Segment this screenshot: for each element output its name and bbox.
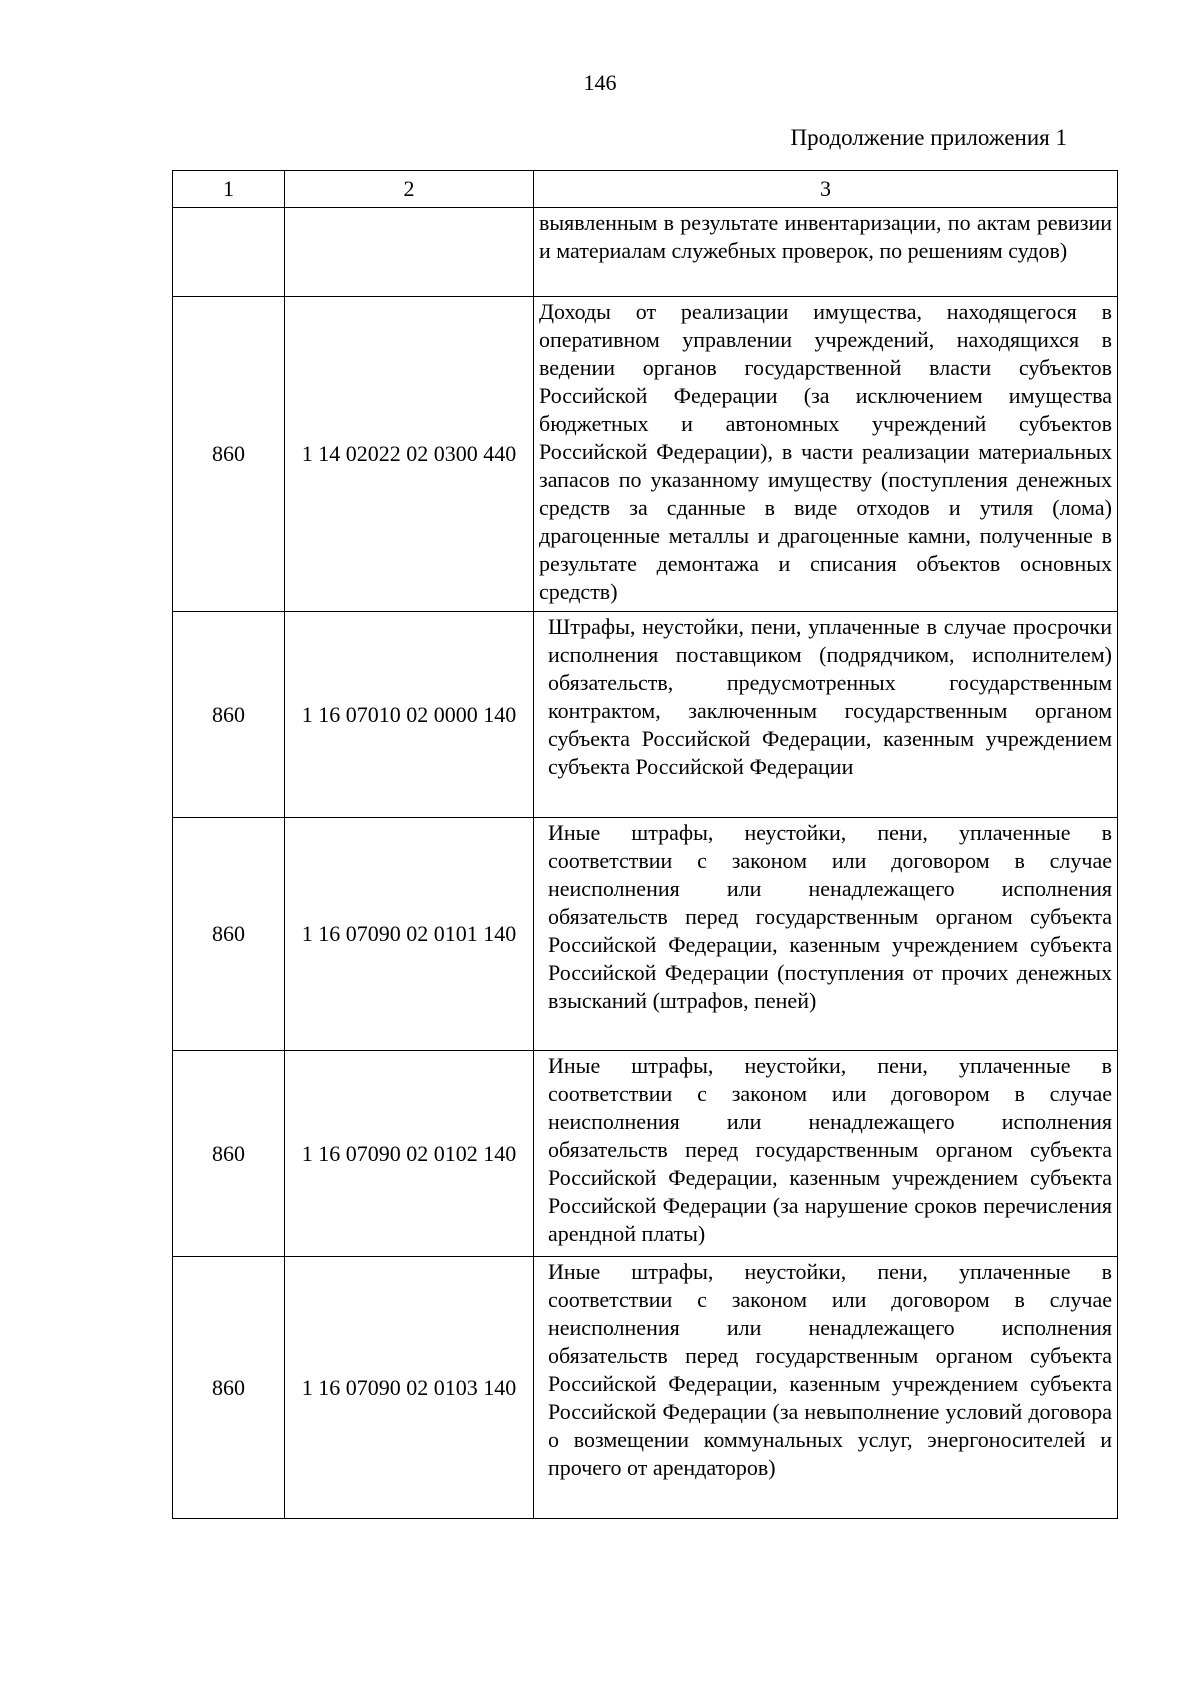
page-number: 146 <box>583 70 617 95</box>
income-code-cell: 1 16 07090 02 0101 140 <box>285 818 534 1051</box>
admin-code-cell: 860 <box>173 818 285 1051</box>
income-description-cell: Иные штрафы, неустойки, пени, уплаченные в соответствии с законом или договором в случае неисполнения или ненадлежащего исполнения обязательств перед государственным органом субъекта Российской Федерации, казенным учреждением субъекта Российской Федерации (за нарушение сроков перечисления арендной платы) <box>534 1051 1118 1257</box>
table-row <box>173 208 1118 297</box>
admin-code-cell: 860 <box>173 1257 285 1519</box>
income-code-cell: 1 14 02022 02 0300 440 <box>285 297 534 612</box>
income-description-cell: Доходы от реализации имущества, находящегося в оперативном управлении учреждений, находящихся в ведении органов государственной власти субъектов Российской Федерации (за исключением имущества бюджетных и автономных учреждений субъектов Российской Федерации), в части реализации материальных запасов по указанному имуществу (поступления денежных средств за сданные в виде отходов и утиля (лома) драгоценные металлы и драгоценные камни, полученные в результате демонтажа и списания объектов основных средств) <box>534 297 1118 612</box>
table-row <box>173 1051 1118 1257</box>
column-header-1: 1 <box>173 171 285 208</box>
table-row <box>173 1257 1118 1519</box>
column-header-3: 3 <box>534 171 1118 208</box>
income-code-cell: 1 16 07090 02 0102 140 <box>285 1051 534 1257</box>
admin-code-cell: 860 <box>173 612 285 818</box>
income-description-cell: Иные штрафы, неустойки, пени, уплаченные в соответствии с законом или договором в случае неисполнения или ненадлежащего исполнения обязательств перед государственным органом субъекта Российской Федерации, казенным учреждением субъекта Российской Федерации (за невыполнение условий договора о возмещении коммунальных услуг, энергоносителей и прочего от арендаторов) <box>534 1257 1118 1519</box>
table-header-row <box>173 171 1118 208</box>
table-row <box>173 612 1118 818</box>
column-header-2: 2 <box>285 171 534 208</box>
admin-code-cell: 860 <box>173 297 285 612</box>
income-codes-table <box>172 170 1118 1519</box>
income-description-cell: выявленным в результате инвентаризации, по актам ревизии и материалам служебных проверок, по решениям судов) <box>534 208 1118 297</box>
admin-code-cell: 860 <box>173 1051 285 1257</box>
table-row <box>173 818 1118 1051</box>
income-description-cell: Штрафы, неустойки, пени, уплаченные в случае просрочки исполнения поставщиком (подрядчиком, исполнителем) обязательств, предусмотренных государственным контрактом, заключенным государственным органом субъекта Российской Федерации, казенным учреждением субъекта Российской Федерации <box>534 612 1118 818</box>
income-code-cell: 1 16 07090 02 0103 140 <box>285 1257 534 1519</box>
admin-code-cell <box>173 208 285 297</box>
income-code-cell <box>285 208 534 297</box>
income-description-cell: Иные штрафы, неустойки, пени, уплаченные в соответствии с законом или договором в случае неисполнения или ненадлежащего исполнения обязательств перед государственным органом субъекта Российской Федерации, казенным учреждением субъекта Российской Федерации (поступления от прочих денежных взысканий (штрафов, пеней) <box>534 818 1118 1051</box>
table-row <box>173 297 1118 612</box>
appendix-continuation-note: Продолжение приложения 1 <box>790 125 1067 150</box>
income-code-cell: 1 16 07010 02 0000 140 <box>285 612 534 818</box>
